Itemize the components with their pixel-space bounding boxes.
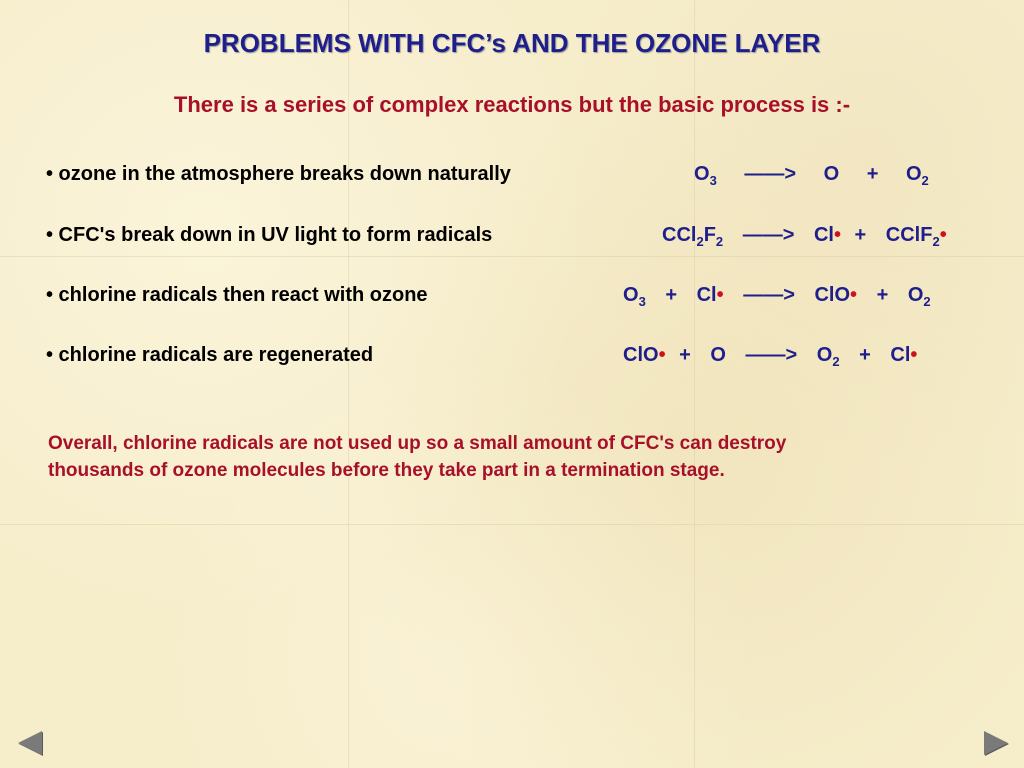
reaction-equation: $O_3$ ——> $O + O_2$ [694, 163, 929, 188]
radical-dot: • [939, 224, 947, 246]
slide-subtitle: There is a series of complex reactions but the basic process is :- [173, 92, 851, 117]
radical-dot: • [850, 284, 858, 306]
next-slide-icon[interactable] [984, 731, 1008, 755]
slide-title: PROBLEMS WITH CFC’s AND THE OZONE LAYER [203, 28, 821, 58]
conclusion-line: thousands of ozone molecules before they take part in a termination stage. [48, 460, 725, 481]
radical-dot: • [658, 344, 666, 366]
step-description: • chlorine radicals then react with ozone [46, 284, 428, 306]
reaction-equation: $CCl_2F_2$ ——> Cl• + CClF$_2$• [662, 224, 947, 249]
radical-dot: • [910, 344, 918, 366]
conclusion-text [48, 430, 978, 484]
radical-dot: • [716, 284, 724, 306]
conclusion-line: Overall, chlorine radicals are not used up so a small amount of CFC's can destroy [48, 433, 787, 454]
radical-dot: • [833, 224, 841, 246]
background-tile-divider [0, 524, 1024, 525]
previous-slide-icon[interactable] [18, 731, 42, 755]
reaction-equation: $O_3$ + Cl• ——> ClO• + $O_2$ [623, 284, 931, 309]
background-tile-divider [0, 256, 1024, 257]
step-description: • ozone in the atmosphere breaks down naturally [46, 163, 511, 185]
step-description: • CFC's break down in UV light to form radicals [46, 224, 493, 246]
reaction-equation: ClO• + O ——> $O_2$ + Cl• [623, 344, 918, 369]
step-description: • chlorine radicals are regenerated [46, 344, 374, 366]
